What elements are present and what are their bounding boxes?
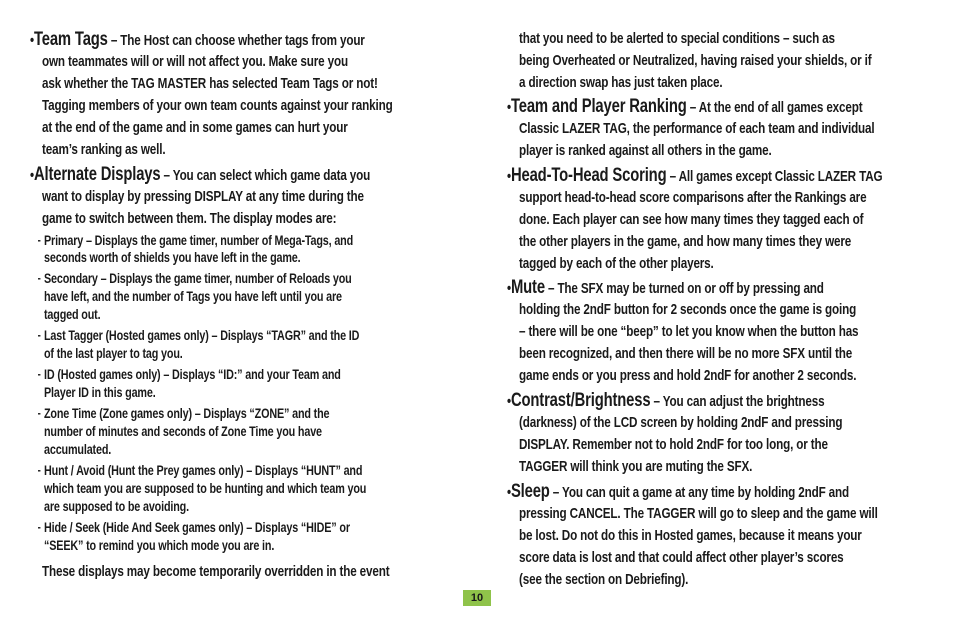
mute-line: game ends or you press and hold 2ndF for another 2 seconds.	[519, 367, 857, 384]
mode-id	[37, 366, 341, 383]
sleep-line: You can quit a game at any time by holding 2ndF and	[562, 484, 850, 501]
mode-line: accumulated.	[44, 442, 112, 457]
team-tags-line: own teammates will or will not affect you. Make sure you	[42, 53, 348, 70]
separator: –	[666, 168, 679, 185]
mode-line: seconds worth of shields you have left in the game.	[44, 250, 301, 265]
dash: -	[37, 233, 41, 247]
mode-line: of the last player to tag you.	[44, 346, 183, 361]
alt-displays-line: You can select which game data you	[172, 167, 371, 184]
mute-first-line	[507, 277, 824, 300]
mode-hide-seek	[37, 519, 350, 536]
bullet: •	[507, 99, 511, 116]
dash: -	[37, 406, 41, 420]
mode-line: are supposed to be avoiding.	[44, 499, 189, 514]
mute-line: The SFX may be turned on or off by pressing and	[557, 280, 824, 297]
ranking-line: Classic LAZER TAG, the performance of each team and individual	[519, 120, 875, 137]
team-tags-line: ask whether the TAG MASTER has selected Team Tags or not!	[42, 75, 378, 92]
separator: –	[686, 99, 699, 116]
mode-line: number of minutes and seconds of Zone Time you have	[44, 424, 322, 439]
bullet: •	[507, 280, 511, 297]
sleep-line: be lost. Do not do this in Hosted games, because it means your	[519, 527, 862, 544]
ranking-first-line	[507, 96, 862, 119]
separator: –	[544, 280, 558, 297]
ranking-line: player is ranked against all others in the game.	[519, 142, 772, 159]
mode-line: which team you are supposed to be hunting and which team you	[44, 481, 367, 496]
mode-line: Hide / Seek (Hide And Seek games only) – Displays “HIDE” or	[44, 520, 350, 535]
h2h-line: done. Each player can see how many times they tagged each of	[519, 211, 864, 228]
team-tags-first-line	[30, 29, 365, 52]
continuation-line: being Overheated or Neutralized, having raised your shields, or if	[519, 52, 872, 69]
alt-displays-heading: Alternate Displays	[33, 164, 161, 185]
team-tags-line: team’s ranking as well.	[42, 141, 166, 158]
contrast-line: TAGGER will think you are muting the SFX.	[519, 458, 753, 475]
h2h-line: the other players in the game, and how many times they were	[519, 233, 852, 250]
mode-line: have left, and the number of Tags you have left until you are	[44, 289, 342, 304]
contrast-first-line	[507, 390, 824, 413]
contrast-line: (darkness) of the LCD screen by holding 2ndF and pressing	[519, 414, 843, 431]
mode-line: “SEEK” to remind you which mode you are in.	[44, 538, 275, 553]
bullet: •	[507, 168, 511, 185]
closing-line: These displays may become temporarily overridden in the event	[42, 563, 390, 580]
mode-line: Player ID in this game.	[44, 385, 156, 400]
h2h-line: All games except Classic LAZER TAG	[678, 168, 883, 185]
continuation-line: a direction swap has just taken place.	[519, 74, 723, 91]
separator: –	[107, 32, 121, 49]
contrast-line: You can adjust the brightness	[662, 393, 825, 410]
contrast-heading: Contrast/Brightness	[510, 390, 651, 411]
mode-zone-time	[37, 405, 330, 422]
dash: -	[37, 520, 41, 534]
dash: -	[37, 367, 41, 381]
sleep-line: score data is lost and that could affect other player’s scores	[519, 549, 844, 566]
mode-line: tagged out.	[44, 307, 101, 322]
team-tags-line: The Host can choose whether tags from your	[120, 32, 365, 49]
mode-line: Secondary – Displays the game timer, number of Reloads you	[44, 271, 352, 286]
team-tags-heading: Team Tags	[33, 29, 108, 50]
mute-line: holding the 2ndF button for 2 seconds once the game is going	[519, 301, 857, 318]
bullet: •	[507, 393, 511, 410]
mute-line: been recognized, and then there will be no more SFX until the	[519, 345, 853, 362]
h2h-line: support head-to-head score comparisons after the Rankings are	[519, 189, 867, 206]
alt-displays-first-line	[30, 164, 370, 187]
alt-displays-line: game to switch between them. The display modes are:	[42, 210, 337, 227]
ranking-heading: Team and Player Ranking	[510, 96, 687, 117]
mode-last-tagger	[37, 327, 360, 344]
ranking-line: At the end of all games except	[698, 99, 863, 116]
mute-heading: Mute	[510, 277, 545, 298]
sleep-first-line	[507, 481, 849, 504]
bullet: •	[507, 484, 511, 501]
team-tags-line: at the end of the game and in some games can hurt your	[42, 119, 348, 136]
sleep-heading: Sleep	[510, 481, 550, 502]
team-tags-line: Tagging members of your own team counts against your ranking	[42, 97, 393, 114]
separator: –	[549, 484, 563, 501]
h2h-line: tagged by each of the other players.	[519, 255, 714, 272]
mode-secondary	[37, 270, 352, 287]
continuation-line: that you need to be alerted to special conditions – such as	[519, 30, 835, 47]
alt-displays-line: want to display by pressing DISPLAY at any time during the	[42, 188, 364, 205]
mode-hunt-avoid	[37, 462, 363, 479]
sleep-line: pressing CANCEL. The TAGGER will go to sleep and the game will	[519, 505, 878, 522]
dash: -	[37, 328, 41, 342]
bullet: •	[30, 32, 34, 49]
mode-primary	[37, 232, 354, 249]
mute-line: – there will be one “beep” to let you know when the button has	[519, 323, 859, 340]
page-number: 10	[463, 590, 491, 606]
mode-line: Zone Time (Zone games only) – Displays “ZONE” and the	[44, 406, 330, 421]
mode-line: ID (Hosted games only) – Displays “ID:” and your Team and	[44, 367, 341, 382]
separator: –	[650, 393, 663, 410]
dash: -	[37, 271, 41, 285]
h2h-first-line	[507, 165, 882, 188]
mode-line: Primary – Displays the game timer, number of Mega-Tags, and	[44, 233, 354, 248]
contrast-line: DISPLAY. Remember not to hold 2ndF for too long, or the	[519, 436, 828, 453]
dash: -	[37, 463, 41, 477]
mode-line: Last Tagger (Hosted games only) – Displays “TAGR” and the ID	[44, 328, 360, 343]
bullet: •	[30, 167, 34, 184]
sleep-line: (see the section on Debriefing).	[519, 571, 689, 588]
mode-line: Hunt / Avoid (Hunt the Prey games only) – Displays “HUNT” and	[44, 463, 363, 478]
separator: –	[160, 167, 173, 184]
h2h-heading: Head-To-Head Scoring	[510, 165, 667, 186]
